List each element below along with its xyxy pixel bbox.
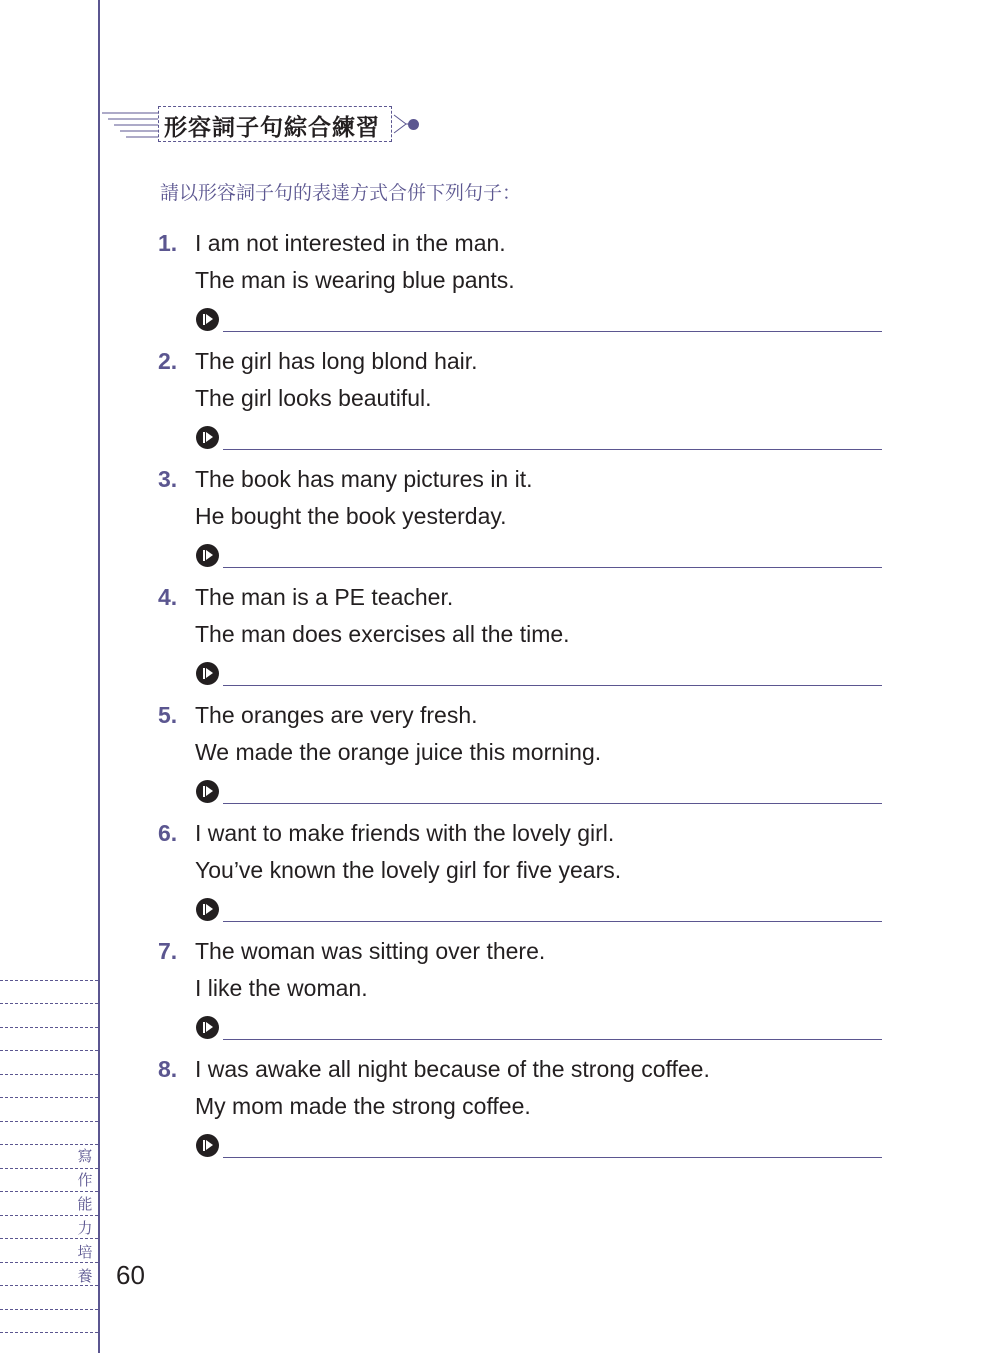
question-sentence-1: I want to make friends with the lovely girl. xyxy=(195,820,615,846)
bullet-dot-icon xyxy=(408,119,419,130)
question-sentence-1: The oranges are very fresh. xyxy=(195,702,478,728)
answer-line[interactable] xyxy=(223,803,882,804)
play-icon xyxy=(196,898,219,921)
answer-line[interactable] xyxy=(223,331,882,332)
question-number: 7. xyxy=(158,938,178,964)
play-icon xyxy=(196,662,219,685)
section-title-banner xyxy=(102,103,432,147)
question-sentence-2: The man does exercises all the time. xyxy=(195,621,570,647)
question-sentence-1: The woman was sitting over there. xyxy=(195,938,546,964)
section-title: 形容詞子句綜合練習 xyxy=(164,115,380,141)
play-icon xyxy=(196,1016,219,1039)
answer-line[interactable] xyxy=(223,567,882,568)
answer-line[interactable] xyxy=(223,1039,882,1040)
question-sentence-2: My mom made the strong coffee. xyxy=(195,1093,531,1119)
side-label-char: 作 xyxy=(77,1171,93,1189)
dashed-rule xyxy=(0,1121,98,1122)
play-icon xyxy=(196,780,219,803)
dashed-rule xyxy=(0,1003,98,1004)
question-number: 3. xyxy=(158,466,178,492)
side-section-label xyxy=(72,1144,98,1288)
dashed-rule xyxy=(0,1332,98,1333)
question-sentence-1: The book has many pictures in it. xyxy=(195,466,533,492)
side-label-char: 能 xyxy=(77,1195,93,1213)
play-icon xyxy=(196,1134,219,1157)
side-label-char: 寫 xyxy=(77,1147,93,1165)
question-sentence-2: You’ve known the lovely girl for five years. xyxy=(195,857,622,883)
side-label-char: 養 xyxy=(77,1267,93,1285)
question-sentence-2: The man is wearing blue pants. xyxy=(195,267,515,293)
question-sentence-1: I was awake all night because of the strong coffee. xyxy=(195,1056,710,1082)
side-label-char: 力 xyxy=(77,1219,93,1237)
dashed-rule xyxy=(0,980,98,981)
answer-line[interactable] xyxy=(223,685,882,686)
question-number: 1. xyxy=(158,230,178,256)
instruction-text: 請以形容詞子句的表達方式合併下列句子： xyxy=(160,182,522,204)
question-sentence-1: I am not interested in the man. xyxy=(195,230,506,256)
question-number: 2. xyxy=(158,348,178,374)
question-sentence-1: The man is a PE teacher. xyxy=(195,584,454,610)
question-number: 8. xyxy=(158,1056,178,1082)
dashed-rule xyxy=(0,1074,98,1075)
page-number: 60 xyxy=(116,1260,145,1290)
question-sentence-2: We made the orange juice this morning. xyxy=(195,739,602,765)
play-icon xyxy=(196,308,219,331)
dashed-rule xyxy=(0,1050,98,1051)
question-sentence-1: The girl has long blond hair. xyxy=(195,348,478,374)
question-sentence-2: The girl looks beautiful. xyxy=(195,385,432,411)
dashed-rule xyxy=(0,1097,98,1098)
answer-line[interactable] xyxy=(223,1157,882,1158)
dashed-rule xyxy=(0,1027,98,1028)
answer-line[interactable] xyxy=(223,449,882,450)
answer-line[interactable] xyxy=(223,921,882,922)
dashed-rule xyxy=(0,1309,98,1310)
question-sentence-2: He bought the book yesterday. xyxy=(195,503,507,529)
question-sentence-2: I like the woman. xyxy=(195,975,368,1001)
play-icon xyxy=(196,544,219,567)
stripes-icon xyxy=(102,111,162,141)
question-number: 6. xyxy=(158,820,178,846)
side-label-char: 培 xyxy=(77,1243,93,1261)
margin-rule xyxy=(98,0,100,1353)
question-number: 4. xyxy=(158,584,178,610)
question-number: 5. xyxy=(158,702,178,728)
play-icon xyxy=(196,426,219,449)
